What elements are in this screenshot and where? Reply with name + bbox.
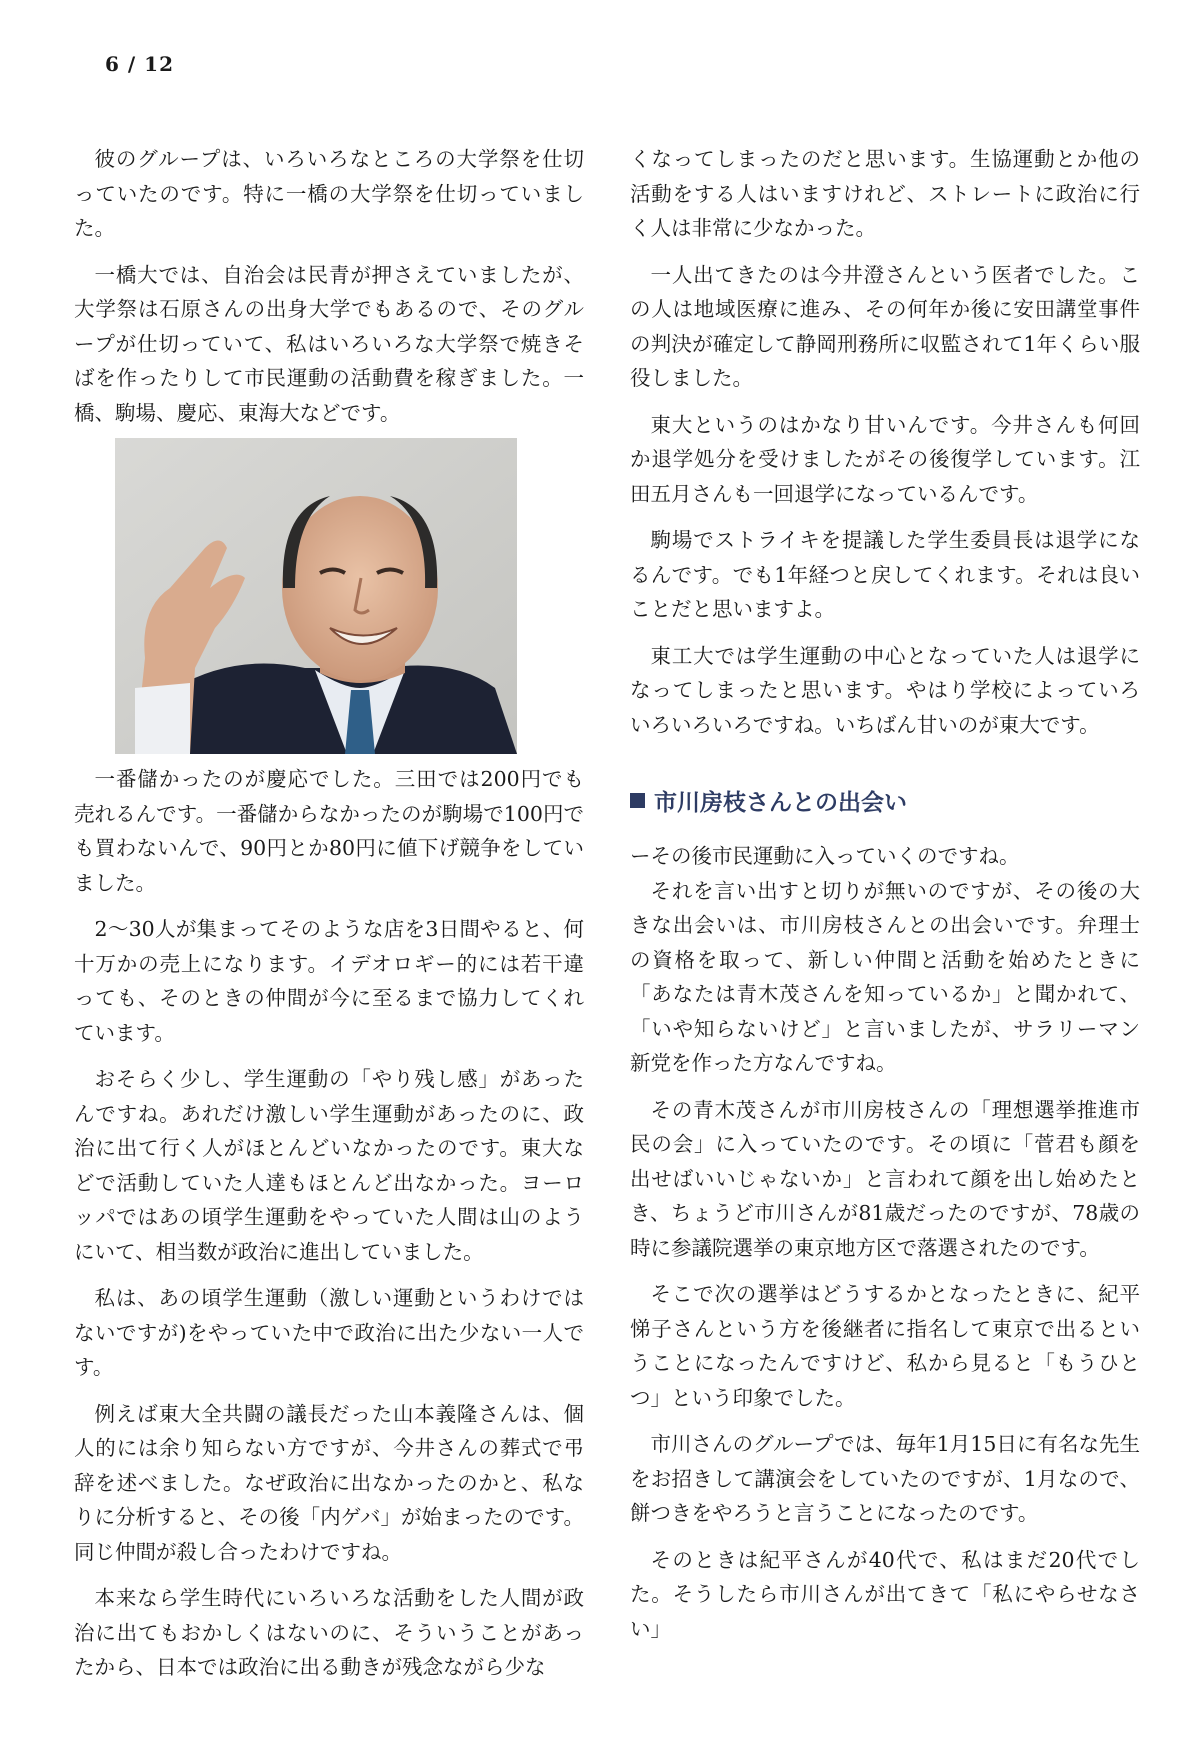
paragraph: 駒場でストライキを提議した学生委員長は退学になるんです。でも1年経つと戻してくれます。それは良いことだと思いますよ。 <box>630 528 1140 621</box>
paragraph: 東大というのはかなり甘いんです。今井さんも何回か退学処分を受けましたがその後復学しています。江田五月さんも一回退学になっているんです。 <box>630 412 1140 506</box>
paragraph: 一橋大では、自治会は民青が押さえていましたが、大学祭は石原さんの出身大学でもあるので、そのグループが仕切っていて、私はいろいろな大学祭で焼きそばを作ったりして市民運動の活動費を稼ぎました。一橋、駒場、慶応、東海大などです。 <box>74 262 584 425</box>
paragraph: 私は、あの頃学生運動（激しい運動というわけではないですが)をやっていた中で政治に出た少ない一人です。 <box>74 1286 584 1379</box>
paragraph: その青木茂さんが市川房枝さんの「理想選挙推進市民の会」に入っていたのです。その頃に「菅君も顔を出せばいいじゃないか」と言われて顔を出し始めたとき、ちょうど市川さんが81歳だったのですが、78歳の時に参議院選挙の東京地方区で落選されたのです。 <box>630 1097 1140 1260</box>
page-number: 6 / 12 <box>105 52 174 76</box>
square-bullet-icon <box>630 793 645 808</box>
paragraph: 一番儲かったのが慶応でした。三田では200円でも売れるんです。一番儲からなかったのが駒場で100円でも買わないんで、90円とか80円に値下げ競争をしていました。 <box>74 767 584 895</box>
paragraph: くなってしまったのだと思います。生協運動とか他の活動をする人はいますけれど、ストレートに政治に行く人は非常に少なかった。 <box>630 147 1140 240</box>
paragraph: 彼のグループは、いろいろなところの大学祭を仕切っていたのです。特に一橋の大学祭を仕切っていました。 <box>74 147 584 240</box>
interview-question: ーその後市民運動に入っていくのですね。 <box>630 844 1020 868</box>
paragraph: おそらく少し、学生運動の「やり残し感」があったんですね。あれだけ激しい学生運動があったのに、政治に出て行く人がほとんどいなかったのです。東大などで活動していた人達もほとんど出なかった。ヨーロッパではあの頃学生運動をやっていた人間は山のようにいて、相当数が政治に進出していました。 <box>74 1067 584 1264</box>
paragraph: それを言い出すと切りが無いのですが、その後の大きな出会いは、市川房枝さんとの出会いです。弁理士の資格を取って、新しい仲間と活動を始めたときに「あなたは青木茂さんを知っているか」と聞かれて、「いや知らないけど」と言いましたが、サラリーマン新党を作った方なんですね。 <box>630 878 1140 1075</box>
paragraph: 一人出てきたのは今井澄さんという医者でした。この人は地域医療に進み、その何年か後に安田講堂事件の判決が確定して静岡刑務所に収監されて1年くらい服役しました。 <box>630 262 1140 390</box>
paragraph: 東工大では学生運動の中心となっていた人は退学になってしまったと思います。やはり学校によっていろいろいろいろですね。いちばん甘いのが東大です。 <box>630 643 1140 737</box>
paragraph: そこで次の選挙はどうするかとなったときに、紀平悌子さんという方を後継者に指名して東京で出るということになったんですけど、私から見ると「もうひとつ」という印象でした。 <box>630 1282 1140 1410</box>
left-column <box>74 142 584 1697</box>
section-heading <box>630 784 1140 817</box>
paragraph: そのときは紀平さんが40代で、私はまだ20代でした。そうしたら市川さんが出てきて「私にやらせなさい」 <box>630 1547 1140 1641</box>
paragraph: 市川さんのグループでは、毎年1月15日に有名な先生をお招きして講演会をしていたのですが、1月なので、餅つきをやろうと言うことになったのです。 <box>630 1432 1140 1525</box>
section-heading-text: 市川房枝さんとの出会い <box>654 790 907 816</box>
paragraph: 例えば東大全共闘の議長だった山本義隆さんは、個人的には余り知らない方ですが、今井さんの葬式で弔辞を述べました。なぜ政治に出なかったのかと、私なりに分析すると、その後「内ゲバ」が始まったのです。同じ仲間が殺し合ったわけですね。 <box>74 1401 584 1564</box>
portrait-photo <box>115 438 517 754</box>
paragraph: 本来なら学生時代にいろいろな活動をした人間が政治に出てもおかしくはないのに、そういうことがあったから、日本では政治に出る動きが残念ながら少な <box>74 1586 584 1679</box>
paragraph: 2～30人が集まってそのような店を3日間やると、何十万かの売上になります。イデオロギー的には若干違っても、そのときの仲間が今に至るまで協力してくれています。 <box>74 917 584 1045</box>
right-column <box>630 142 1140 1658</box>
